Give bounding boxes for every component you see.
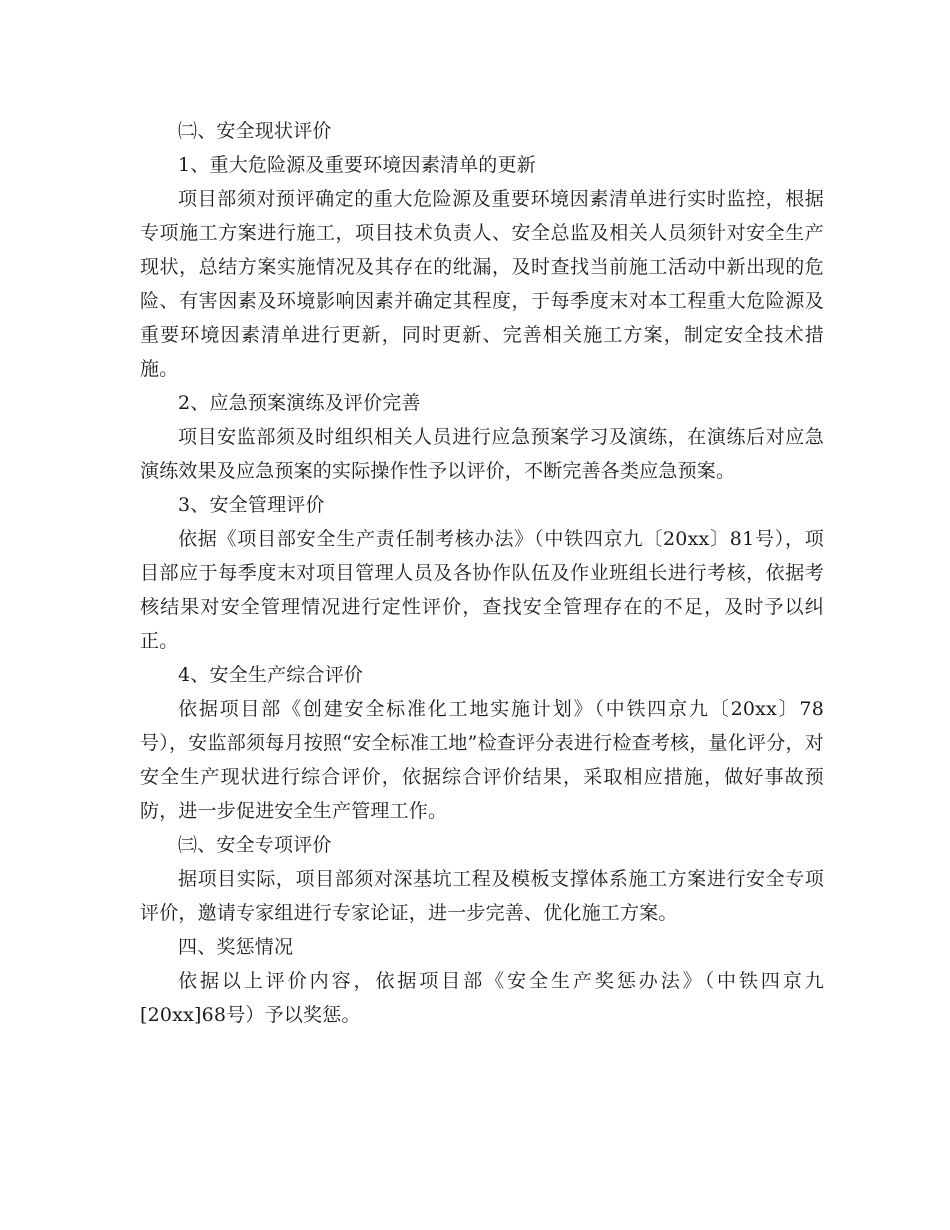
subsection-heading-safety-management: 3、安全管理评价	[178, 494, 325, 516]
paragraph-safety-management: 依据《项目部安全生产责任制考核办法》（中铁四京九〔20xx〕81号），项目部应于每季度末对项目管理人员及各协作队伍及作业班组长进行考核，依据考核结果对安全管理情况进行定性评价，查找安全管理存在的不足，及时予以纠正。	[140, 528, 824, 652]
paragraph-emergency-plan: 项目安监部须及时组织相关人员进行应急预案学习及演练，在演练后对应急演练效果及应急预案的实际操作性予以评价，不断完善各类应急预案。	[140, 426, 824, 482]
section-heading-special-evaluation: ㈢、安全专项评价	[178, 834, 332, 856]
subsection-heading-comprehensive-evaluation: 4、安全生产综合评价	[178, 664, 364, 686]
document-body	[140, 114, 824, 1032]
paragraph-hazard-list: 项目部须对预评确定的重大危险源及重要环境因素清单进行实时监控，根据专项施工方案进行施工，项目技术负责人、安全总监及相关人员须针对安全生产现状，总结方案实施情况及其存在的纰漏，及时查找当前施工活动中新出现的危险、有害因素及环境影响因素并确定其程度，于每季度末对本工程重大危险源及重要环境因素清单进行更新，同时更新、完善相关施工方案，制定安全技术措施。	[140, 188, 824, 380]
subsection-heading-emergency-plan: 2、应急预案演练及评价完善	[178, 392, 421, 414]
subsection-heading-hazard-list: 1、重大危险源及重要环境因素清单的更新	[178, 154, 536, 176]
section-heading-rewards-penalties: 四、奖惩情况	[178, 936, 294, 958]
paragraph-rewards-penalties: 依据以上评价内容，依据项目部《安全生产奖惩办法》（中铁四京九[20xx]68号）予以奖惩。	[140, 970, 824, 1026]
paragraph-special-evaluation: 据项目实际，项目部须对深基坑工程及模板支撑体系施工方案进行安全专项评价，邀请专家组进行专家论证，进一步完善、优化施工方案。	[140, 868, 824, 924]
section-heading-safety-status: ㈡、安全现状评价	[178, 120, 332, 142]
paragraph-comprehensive-evaluation: 依据项目部《创建安全标准化工地实施计划》（中铁四京九〔20xx〕78号），安监部须每月按照“安全标准工地”检查评分表进行检查考核，量化评分，对安全生产现状进行综合评价，依据综合评价结果，采取相应措施，做好事故预防，进一步促进安全生产管理工作。	[140, 698, 824, 822]
